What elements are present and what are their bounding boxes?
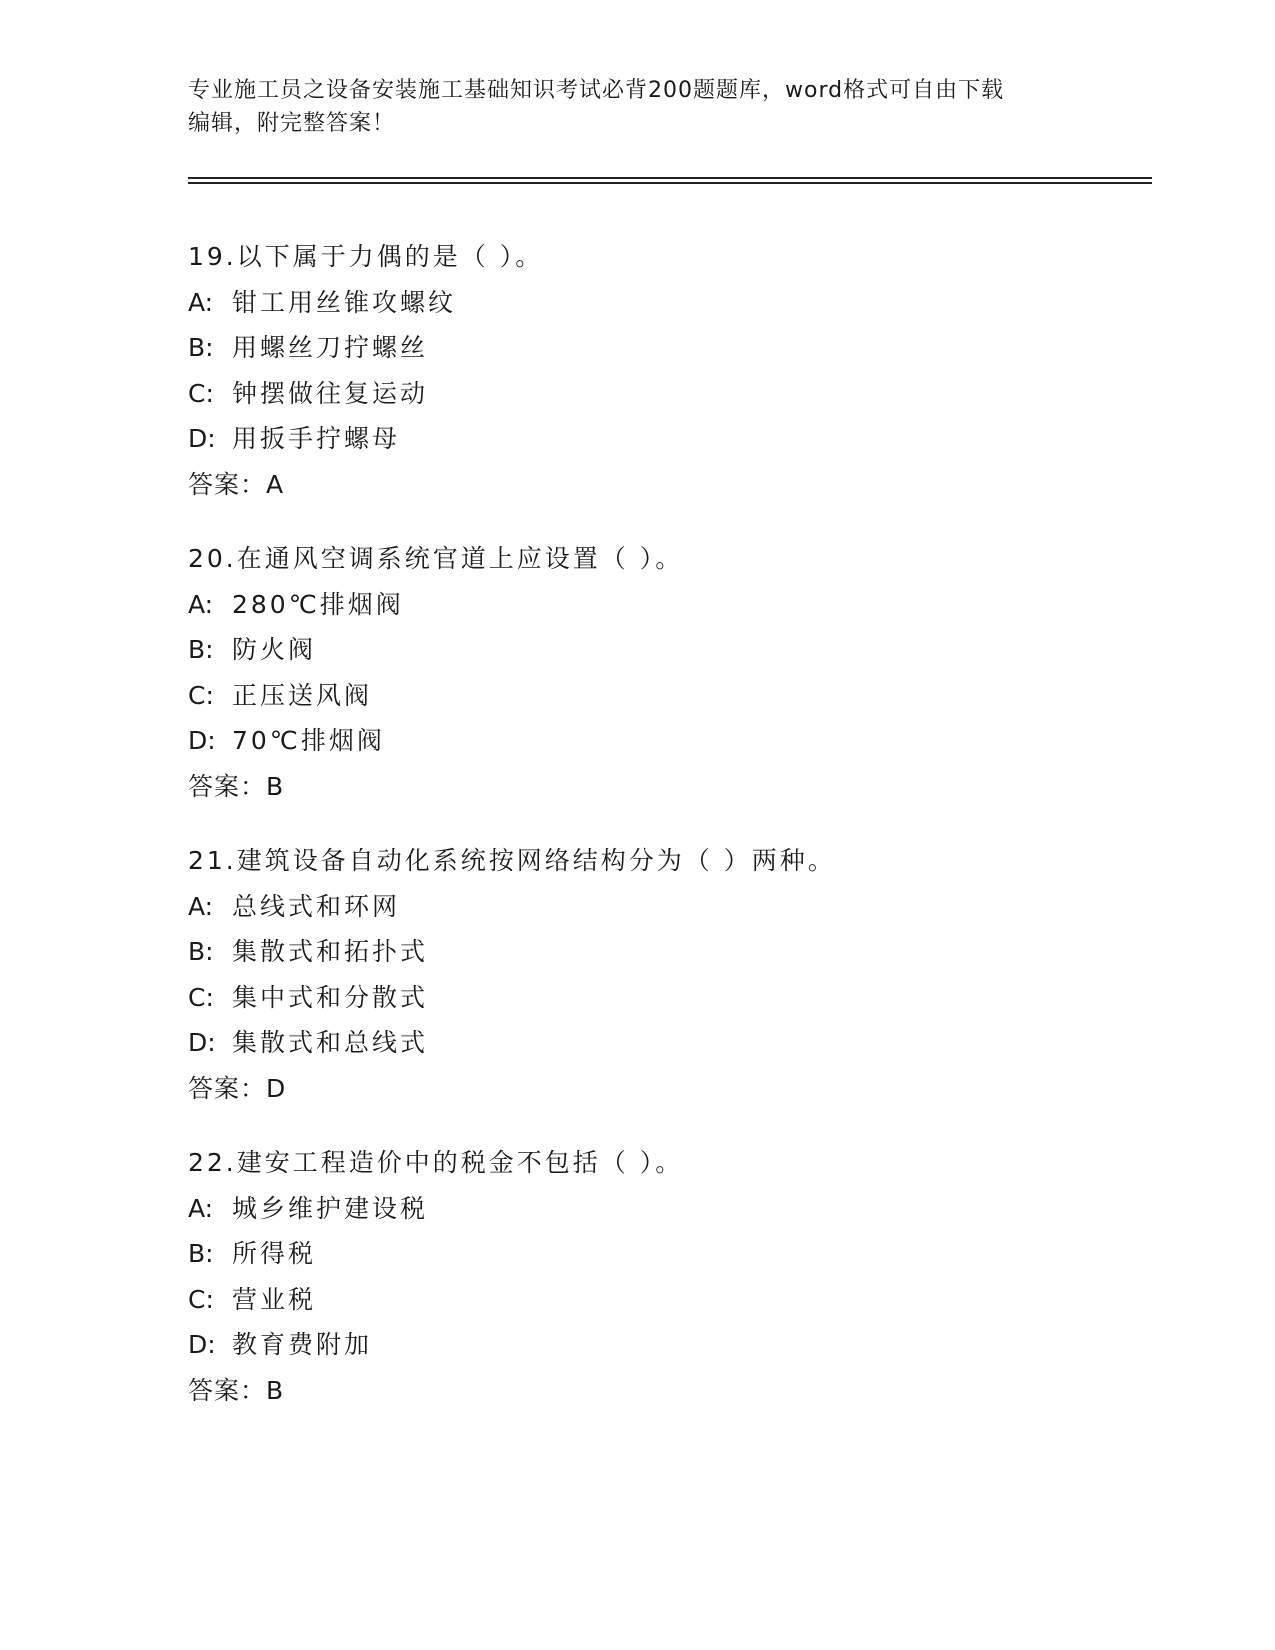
- option-text: 70℃排烟阀: [232, 726, 385, 755]
- option-d: [188, 1322, 1148, 1368]
- answer-line: [188, 462, 1148, 508]
- option-letter: A:: [188, 589, 214, 619]
- answer-value: D: [266, 1073, 289, 1103]
- question-stem: 22.建安工程造价中的税金不包括（ ）。: [188, 1148, 684, 1177]
- option-letter: A:: [188, 287, 214, 317]
- header-divider-top: [188, 177, 1152, 179]
- option-text: 集散式和拓扑式: [232, 937, 429, 966]
- header-title-line-2: 编辑，附完整答案！: [188, 111, 396, 136]
- option-d: [188, 718, 1148, 764]
- document-header: [188, 74, 1088, 140]
- option-letter: A:: [188, 891, 214, 921]
- option-b: [188, 1231, 1148, 1277]
- option-text: 所得税: [232, 1239, 317, 1268]
- option-text: 用扳手拧螺母: [232, 424, 401, 453]
- answer-label: 答案：: [188, 469, 267, 499]
- option-letter: B:: [188, 635, 214, 664]
- option-c: [188, 1277, 1148, 1323]
- header-divider-bottom: [188, 182, 1152, 184]
- option-letter: D:: [188, 1028, 216, 1057]
- option-letter: A:: [188, 1193, 214, 1223]
- option-letter: C:: [188, 378, 214, 408]
- option-text: 城乡维护建设税: [232, 1193, 429, 1223]
- question-list: [188, 234, 1148, 1442]
- answer-line: [188, 1368, 1148, 1414]
- option-letter: C:: [188, 1284, 214, 1314]
- option-text: 钟摆做往复运动: [232, 378, 429, 408]
- question-item: [188, 536, 1148, 809]
- option-text: 钳工用丝锥攻螺纹: [232, 287, 457, 317]
- answer-value: A: [266, 469, 287, 499]
- answer-line: [188, 764, 1148, 810]
- option-text: 用螺丝刀拧螺丝: [232, 333, 429, 362]
- option-letter: D:: [188, 1330, 216, 1359]
- option-c: [188, 371, 1148, 417]
- option-b: [188, 325, 1148, 371]
- answer-line: [188, 1066, 1148, 1112]
- answer-label: 答案：: [188, 771, 267, 801]
- option-text: 正压送风阀: [232, 680, 373, 710]
- option-letter: D:: [188, 726, 216, 755]
- question-item: [188, 838, 1148, 1111]
- option-text: 总线式和环网: [232, 891, 401, 921]
- option-a: [188, 884, 1148, 930]
- answer-value: B: [266, 1375, 287, 1405]
- option-a: [188, 582, 1148, 628]
- option-c: [188, 975, 1148, 1021]
- option-a: [188, 280, 1148, 326]
- option-text: 防火阀: [232, 635, 317, 664]
- option-b: [188, 929, 1148, 975]
- answer-label: 答案：: [188, 1073, 267, 1103]
- question-stem: 21.建筑设备自动化系统按网络结构分为（ ）两种。: [188, 846, 836, 875]
- header-title-line-1: 专业施工员之设备安装施工基础知识考试必背200题题库，word格式可自由下载: [188, 78, 1005, 103]
- option-text: 教育费附加: [232, 1330, 373, 1359]
- option-text: 280℃排烟阀: [232, 589, 404, 619]
- option-a: [188, 1186, 1148, 1232]
- option-letter: C:: [188, 982, 214, 1012]
- option-d: [188, 1020, 1148, 1066]
- option-letter: B:: [188, 333, 214, 362]
- option-letter: C:: [188, 680, 214, 710]
- option-b: [188, 627, 1148, 673]
- question-stem: 20.在通风空调系统官道上应设置（ ）。: [188, 544, 684, 573]
- option-letter: D:: [188, 424, 216, 453]
- answer-value: B: [266, 771, 287, 801]
- option-d: [188, 416, 1148, 462]
- option-text: 集中式和分散式: [232, 982, 429, 1012]
- option-letter: B:: [188, 1239, 214, 1268]
- answer-label: 答案：: [188, 1375, 267, 1405]
- option-letter: B:: [188, 937, 214, 966]
- option-c: [188, 673, 1148, 719]
- question-item: [188, 1140, 1148, 1413]
- option-text: 集散式和总线式: [232, 1028, 429, 1057]
- option-text: 营业税: [232, 1284, 317, 1314]
- question-item: [188, 234, 1148, 507]
- question-stem: 19.以下属于力偶的是（ ）。: [188, 242, 544, 271]
